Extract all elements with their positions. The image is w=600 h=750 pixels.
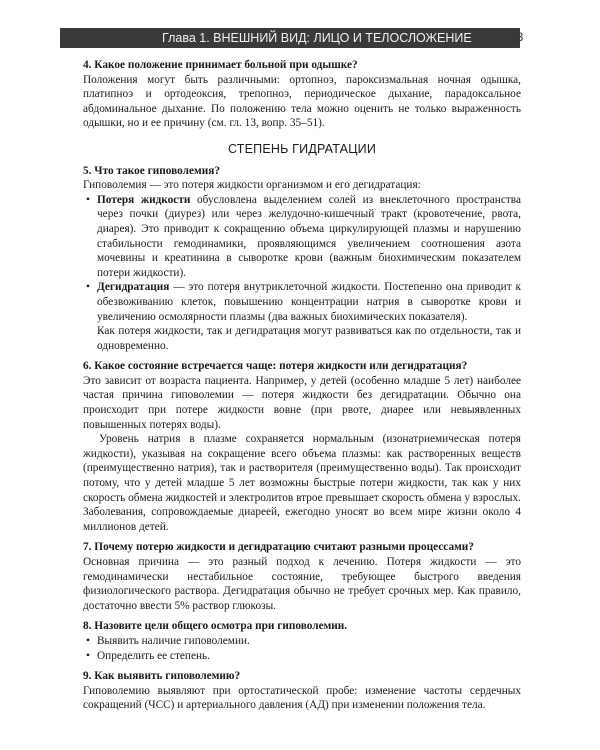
section-title: СТЕПЕНЬ ГИДРАТАЦИИ xyxy=(227,141,377,156)
chapter-title: Глава 1. ВНЕШНИЙ ВИД: ЛИЦО И ТЕЛОСЛОЖЕНИЕ xyxy=(162,31,472,45)
bullet-icon: • xyxy=(86,649,90,662)
list-item: • Определить ее степень. xyxy=(86,649,210,662)
answer-7: Основная причина — это разный подход к лечению. Потеря жидкости — это гемодинамически нестабильное состояние, требующее быстрого введения физиологического раствора. Дегидратация обычно не требует срочных мер. Как правило, достаточно ввести 5% раствор глюкозы. xyxy=(83,556,521,612)
question-4: 4. Какое положение принимает больной при одышке? xyxy=(83,59,358,71)
term-fluid-loss-text: обусловлена выделением солей из внеклеточного пространства через почки (диурез) или через желудочно-кишечный тракт (кровотечение, рвота, диарея). Это приводит к сокращению объема циркулирующей плазмы и нарушению стабильности гемодинамики, проявляющимся увеличением соотношения азота мочевины и креатинина в сыворотке крови (важным биохимическим показателем потери жидкости). xyxy=(97,193,521,279)
bullet-icon: • xyxy=(86,634,90,647)
answer-6-para1: Это зависит от возраста пациента. Например, у детей (особенно младше 5 лет) наиболее частая причина гиповолемии — потеря жидкости без дегидратации. Обычно она происходит при потере жидкости вовне (при рвоте, диарее или невыявленных повышенных потерях воды). xyxy=(83,374,521,431)
term-dehydration: Дегидратация xyxy=(97,281,170,294)
page-body xyxy=(83,58,521,713)
question-9: 9. Как выявить гиповолемию? xyxy=(83,670,241,683)
list-item xyxy=(83,280,521,324)
answer-6-para2: Уровень натрия в плазме сохраняется нормальным (изонатриемическая потеря жидкости), указывая на сокращение всего объема плазмы: как растворенных веществ (преимущественно натрия), так и растворителя (преимущественно воды). Так происходит потому, что у детей младше 5 лет возможны быстрые потери жидкости, так как у них скорость обмена жидкостей и электролитов втрое превышает скорость обмена у взрослых. Заболевания, сопровождаемые диареей, ежегодно уносят во всем мире жизни около 4 миллионов детей. xyxy=(83,433,521,533)
list-item: • Выявить наличие гиповолемии. xyxy=(86,634,250,647)
chapter-header xyxy=(60,28,520,48)
term-dehydration-text: — это потеря внутриклеточной жидкости. Постепенно она приводит к обезвоживанию клеток, повышению концентрации натрия в сыворотке крови и увеличению осмолярности плазмы (два важных биохимических показателя). xyxy=(97,281,521,323)
question-7: 7. Почему потерю жидкости и дегидратацию считают разными процессами? xyxy=(83,541,474,554)
answer-4: Положения могут быть различными: ортопноэ, пароксизмальная ночная одышка, платипноэ и ортодеоксия, трепопноэ, периодическое дыхание, парадоксальное абдоминальное дыхание. По положению тела можно оценить не только выраженность одышки, но и ее причину (см. гл. 13, вопр. 35–51). xyxy=(83,73,521,130)
answer-5-closing: Как потеря жидкости, так и дегидратация могут развиваться как по отдельности, так и одновременно. xyxy=(97,325,521,352)
bullet-icon: • xyxy=(86,193,90,206)
term-fluid-loss: Потеря жидкости xyxy=(97,193,191,206)
question-5: 5. Что такое гиповолемия? xyxy=(83,164,220,177)
page-number: 23 xyxy=(510,30,524,44)
question-6: 6. Какое состояние встречается чаще: потеря жидкости или дегидратация? xyxy=(83,360,468,373)
answer-9: Гиповолемию выявляют при ортостатической пробе: изменение частоты сердечных сокращений (ЧСС) и артериального давления (АД) при изменении положения тела. xyxy=(83,684,521,712)
answer-5-intro: Гиповолемия — это потеря жидкости организмом и его дегидратация: xyxy=(83,179,421,192)
hypovolemia-list xyxy=(83,193,521,324)
list-item xyxy=(83,193,521,281)
bullet-icon: • xyxy=(86,281,90,294)
goals-list xyxy=(83,634,521,663)
question-8: 8. Назовите цели общего осмотра при гиповолемии. xyxy=(83,620,348,633)
